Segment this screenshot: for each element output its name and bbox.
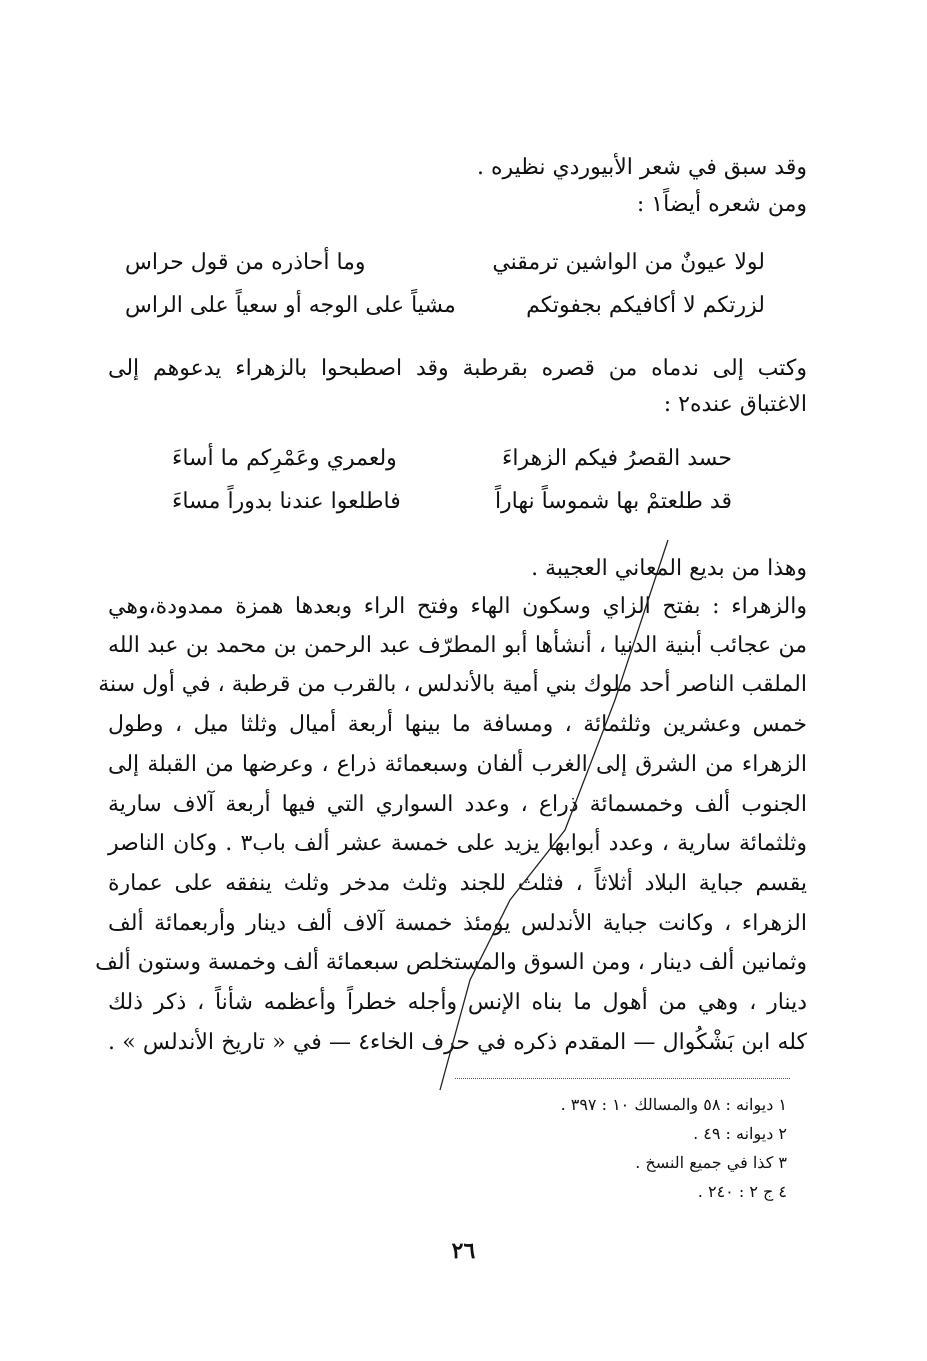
- footnote: ٤ ج ٢ : ٢٤٠ .: [697, 1182, 787, 1201]
- verse-hemistich: مشياً على الوجه أو سعياً على الراس: [125, 293, 456, 318]
- verse-hemistich: وما أحاذره من قول حراس: [125, 250, 366, 275]
- verse-hemistich: فاطلعوا عندنا بدوراً مساءَ: [172, 489, 401, 514]
- text-line: من عجائب أبنية الدنيا ، أنشأها أبو المطرّف عبد الرحمن بن محمد بن عبد الله: [108, 633, 807, 658]
- pen-stroke-line: [440, 540, 668, 1090]
- text-line: الزهراء من الشرق إلى الغرب ألفان وسبعمائة ذراع ، وعرضها من القبلة إلى: [108, 752, 807, 777]
- text-line: خمس وعشرين وثلثمائة ، ومسافة ما بينها أربعة أميال وثلثا ميل ، وطول: [108, 712, 807, 737]
- verse-hemistich: لولا عيونٌ من الواشين ترمقني: [492, 250, 765, 275]
- text-line: يقسم جباية البلاد أثلاثاً ، فثلث للجند وثلث مدخر وثلث ينفقه على عمارة: [108, 871, 807, 896]
- text-line: والزهراء : بفتح الزاي وسكون الهاء وفتح الراء وبعدها همزة ممدودة،وهي: [108, 594, 807, 619]
- text-line: الجنوب ألف وخمسمائة ذراع ، وعدد السواري التي فيها أربعة آلاف سارية: [108, 792, 807, 817]
- text-line: وهذا من بديع المعاني العجيبة .: [531, 556, 807, 581]
- footnote: ٣ كذا في جميع النسخ .: [635, 1153, 787, 1172]
- verse-hemistich: قد طلعتمْ بها شموساً نهاراً: [494, 489, 732, 514]
- text-line: وكتب إلى ندماه من قصره بقرطبة وقد اصطبحوا بالزهراء يدعوهم إلى: [108, 356, 807, 381]
- verse-hemistich: ولعمري وعَمْرِكم ما أساءَ: [172, 446, 397, 471]
- footnote: ١ ديوانه : ٥٨ والمسالك ١٠ : ٣٩٧ .: [560, 1095, 787, 1114]
- text-line: وقد سبق في شعر الأبيوردي نظيره .: [477, 155, 807, 180]
- text-line: وثلثمائة سارية ، وعدد أبوابها يزيد على خمسة عشر ألف باب٣ . وكان الناصر: [108, 831, 808, 856]
- page-number: ٢٦: [451, 1238, 476, 1264]
- verse-hemistich: لزرتكم لا أكافيكم بجفوتكم: [526, 293, 765, 318]
- text-line: وثمانين ألف دينار ، ومن السوق والمستخلص سبعمائة ألف وخمسة وستون ألف: [95, 950, 807, 975]
- text-line: الزهراء ، وكانت جباية الأندلس يومئذ خمسة آلاف ألف دينار وأربعمائة ألف: [108, 911, 807, 936]
- verse-hemistich: حسد القصرُ فيكم الزهراءَ: [501, 446, 732, 471]
- text-line: الملقب الناصر أحد ملوك بني أمية بالأندلس ، بالقرب من قرطبة ، في أول سنة: [98, 672, 807, 697]
- text-line: كله ابن بَشْكُوال — المقدم ذكره في حرف الخاء٤ — في « تاريخ الأندلس » .: [108, 1030, 807, 1055]
- footnote: ٢ ديوانه : ٤٩ .: [693, 1124, 787, 1143]
- text-line: ومن شعره أيضاً١ :: [636, 192, 807, 217]
- text-line: الاغتباق عنده٢ :: [663, 392, 807, 417]
- text-line: دينار ، وهي من أهول ما بناه الإنس وأجله خطراً وأعظمه شأناً ، ذكر ذلك: [108, 990, 807, 1015]
